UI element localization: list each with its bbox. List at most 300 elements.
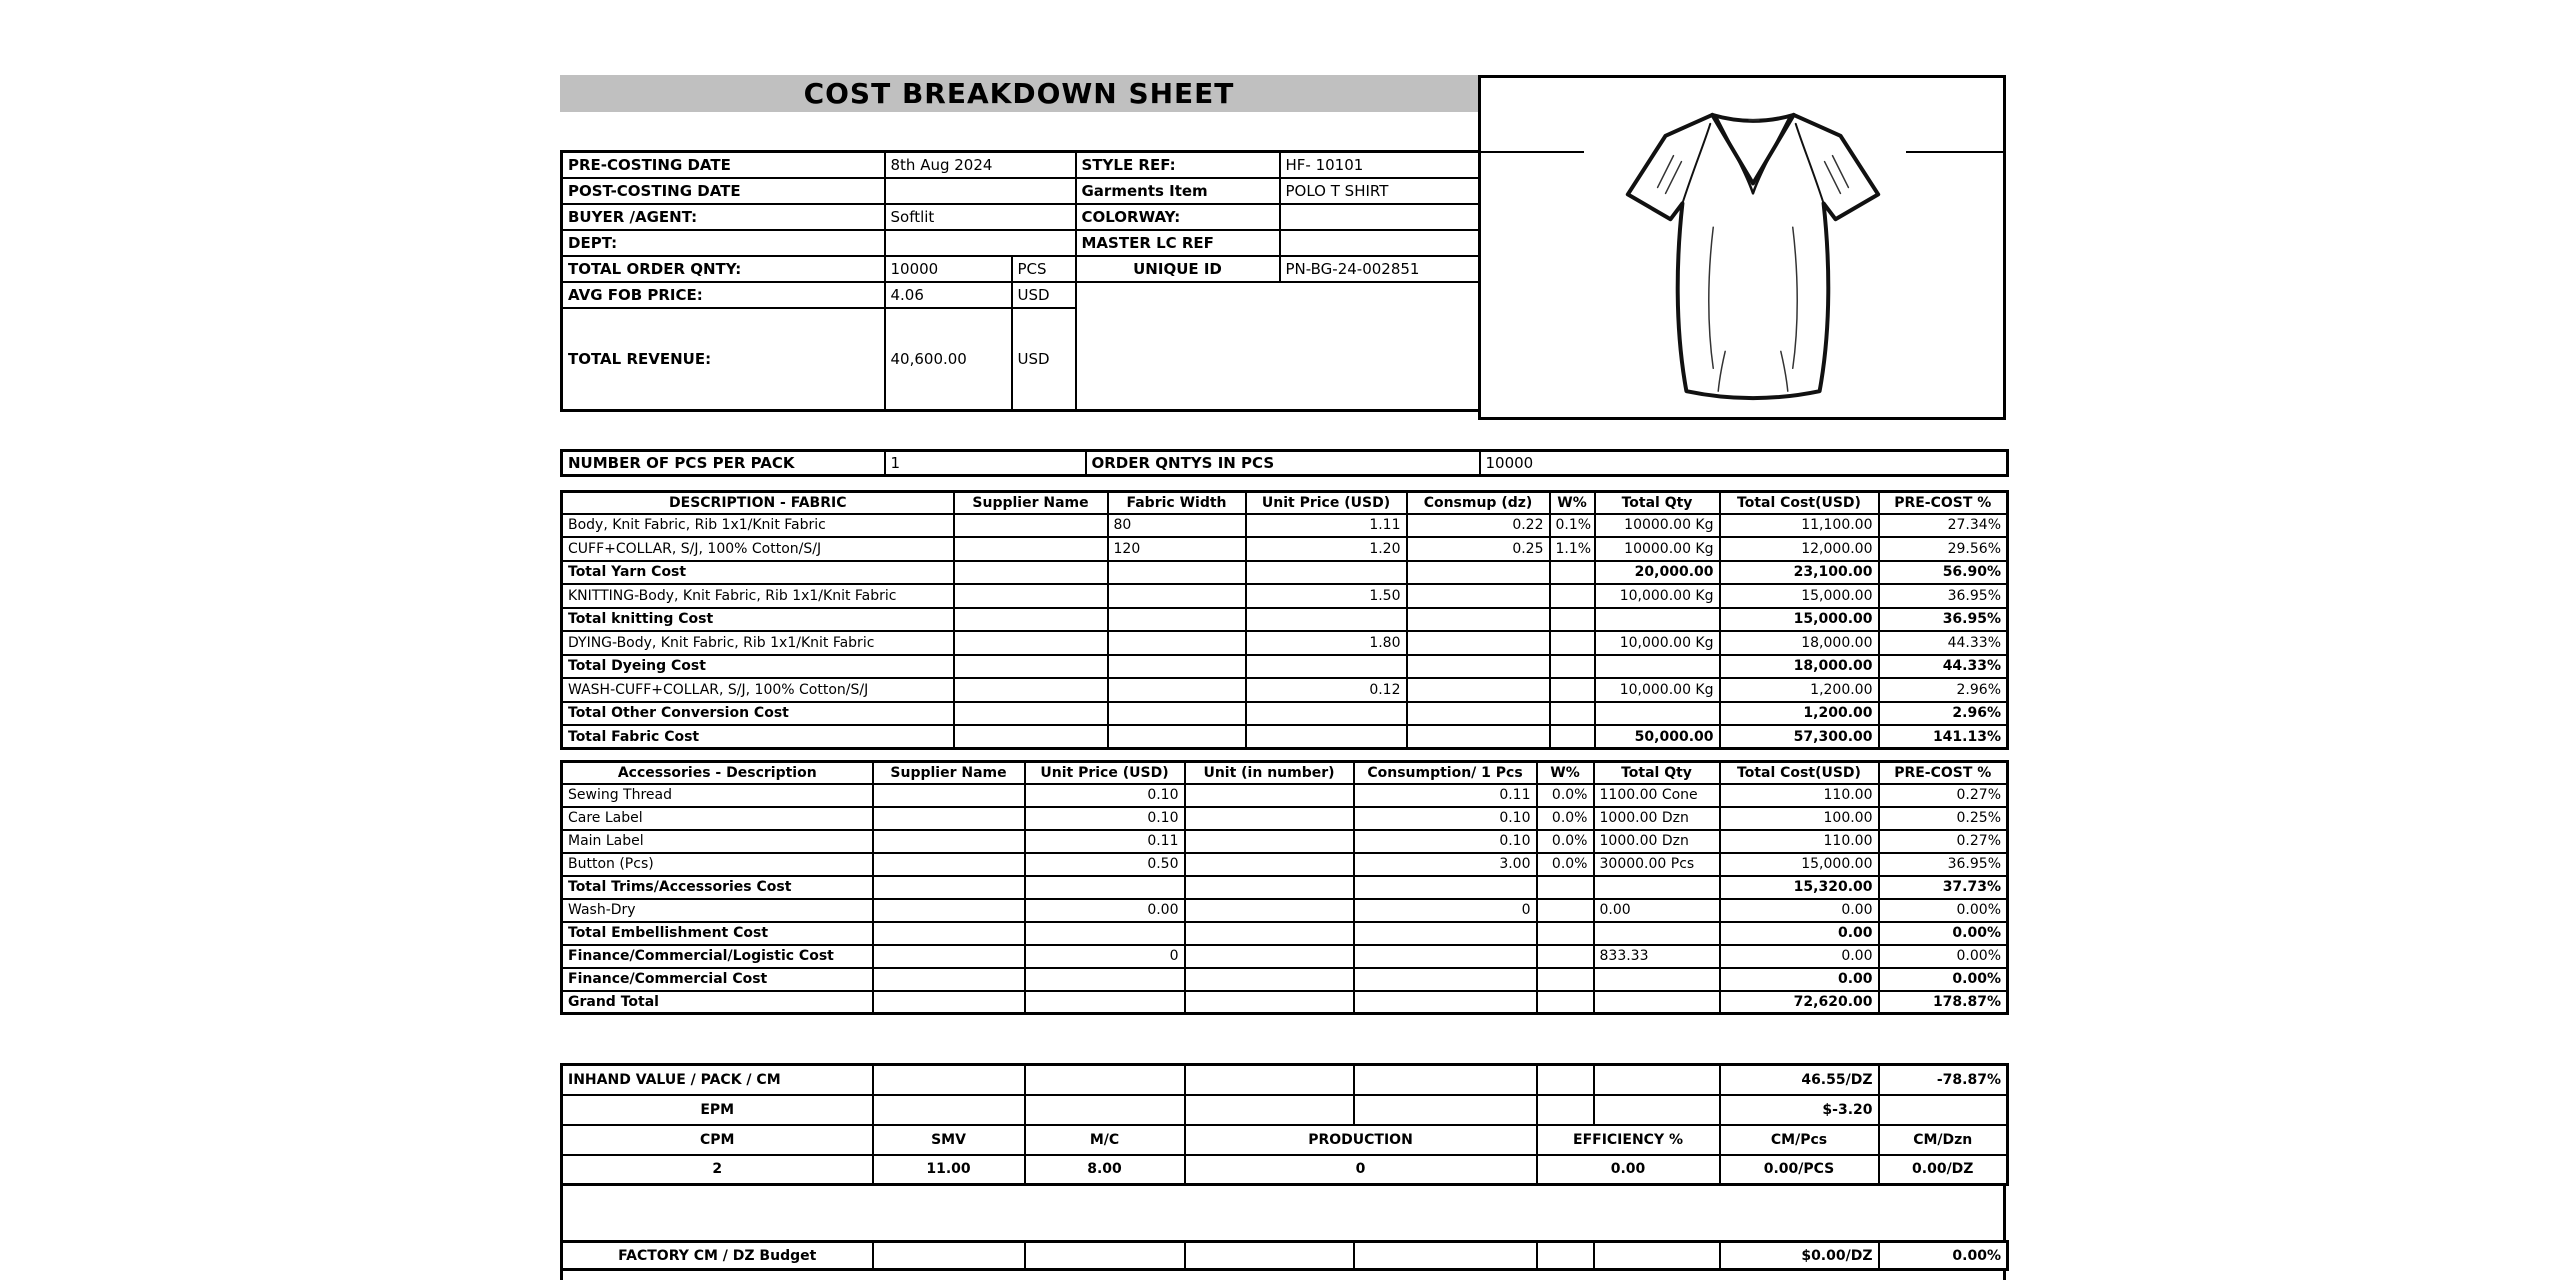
cell: 56.90%	[1879, 561, 2008, 585]
cell	[1550, 561, 1595, 585]
cell: 12,000.00	[1720, 537, 1879, 561]
cell: 0.0%	[1537, 784, 1594, 807]
cell: 50,000.00	[1595, 725, 1720, 749]
field-value: 8th Aug 2024	[885, 152, 1076, 178]
column-header: M/C	[1025, 1125, 1185, 1155]
field-value: 8.00	[1025, 1155, 1185, 1185]
table-row	[562, 899, 2008, 922]
table-row	[562, 451, 2008, 476]
cell	[954, 725, 1108, 749]
cell: 0.00	[1720, 922, 1879, 945]
field-value: 46.55/DZ	[1720, 1065, 1879, 1095]
cell	[1185, 991, 1354, 1014]
cell	[1594, 991, 1720, 1014]
column-header: PRODUCTION	[1185, 1125, 1537, 1155]
cell	[954, 514, 1108, 538]
cell	[873, 991, 1025, 1014]
cell: 10,000.00 Kg	[1595, 678, 1720, 702]
cell	[1537, 922, 1594, 945]
order-info-table	[560, 150, 1481, 412]
cell: 10000.00 Kg	[1595, 537, 1720, 561]
cell: Main Label	[562, 830, 873, 853]
field-label: Garments Item	[1076, 178, 1280, 204]
column-header: Consmup (dz)	[1407, 492, 1550, 514]
column-header: DESCRIPTION - FABRIC	[562, 492, 954, 514]
column-header: W%	[1550, 492, 1595, 514]
cell: 100.00	[1720, 807, 1879, 830]
cell: 0.00%	[1879, 945, 2008, 968]
cell: Wash-Dry	[562, 899, 873, 922]
field-value: 40,600.00	[885, 308, 1012, 411]
pack-row	[560, 449, 2009, 477]
cell	[1879, 1095, 2008, 1125]
column-header: PRE-COST %	[1879, 762, 2008, 784]
cell	[954, 702, 1108, 726]
field-label: DEPT:	[562, 230, 885, 256]
cell	[1595, 608, 1720, 632]
field-value: 11.00	[873, 1155, 1025, 1185]
accessories-cost-table	[560, 760, 2009, 1015]
metrics-header-row	[562, 1125, 2008, 1155]
cell: Finance/Commercial/Logistic Cost	[562, 945, 873, 968]
cell: 44.33%	[1879, 655, 2008, 679]
field-value: $0.00/DZ	[1720, 1242, 1879, 1270]
cell	[873, 807, 1025, 830]
field-label: COLORWAY:	[1076, 204, 1280, 230]
field-label: POST-COSTING DATE	[562, 178, 885, 204]
cell: 0.10	[1025, 807, 1185, 830]
cell: 1,200.00	[1720, 678, 1879, 702]
cell: 36.95%	[1879, 853, 2008, 876]
cell: 15,000.00	[1720, 584, 1879, 608]
cell	[1108, 561, 1246, 585]
field-value	[885, 230, 1076, 256]
cell	[1185, 830, 1354, 853]
cell	[1246, 702, 1407, 726]
table-row	[562, 968, 2008, 991]
cell: 0.10	[1354, 807, 1537, 830]
unit-label: USD	[1012, 282, 1076, 308]
field-value: -78.87%	[1879, 1065, 2008, 1095]
cell: 0.00%	[1879, 968, 2008, 991]
cell	[954, 561, 1108, 585]
field-value	[1280, 230, 1480, 256]
cell	[873, 1065, 1025, 1095]
cell: 833.33	[1594, 945, 1720, 968]
column-header: CM/Dzn	[1879, 1125, 2008, 1155]
cell: Total Yarn Cost	[562, 561, 954, 585]
cell	[1108, 725, 1246, 749]
table-row	[562, 807, 2008, 830]
cell: 3.00	[1354, 853, 1537, 876]
field-value: 0	[1185, 1155, 1537, 1185]
table-row	[562, 230, 1480, 256]
cell	[1025, 991, 1185, 1014]
cell: 110.00	[1720, 784, 1879, 807]
table-row	[562, 561, 2008, 585]
cell: 80	[1108, 514, 1246, 538]
field-value: 10000	[1480, 451, 2008, 476]
sheet-side-borders	[560, 1183, 2006, 1240]
cell	[1594, 1065, 1720, 1095]
cell: Body, Knit Fabric, Rib 1x1/Knit Fabric	[562, 514, 954, 538]
cell	[1354, 1095, 1537, 1125]
cell: 0.11	[1025, 830, 1185, 853]
cell: 0.00	[1720, 968, 1879, 991]
cell	[873, 945, 1025, 968]
cell	[1407, 561, 1550, 585]
cell	[1550, 655, 1595, 679]
cell: 120	[1108, 537, 1246, 561]
cell	[1185, 784, 1354, 807]
table-row	[562, 784, 2008, 807]
cell	[954, 655, 1108, 679]
cell	[1537, 1242, 1594, 1270]
cell	[1354, 876, 1537, 899]
epm-row	[562, 1095, 2008, 1125]
cell: 0.25%	[1879, 807, 2008, 830]
cell: 15,320.00	[1720, 876, 1879, 899]
cell: 15,000.00	[1720, 608, 1879, 632]
field-label: NUMBER OF PCS PER PACK	[562, 451, 885, 476]
cell: 15,000.00	[1720, 853, 1879, 876]
cell	[1354, 1065, 1537, 1095]
column-header: Supplier Name	[954, 492, 1108, 514]
table-row	[562, 282, 1480, 308]
cell: CUFF+COLLAR, S/J, 100% Cotton/S/J	[562, 537, 954, 561]
cell	[1407, 678, 1550, 702]
cell: Grand Total	[562, 991, 873, 1014]
cell: 1.50	[1246, 584, 1407, 608]
column-header: Total Cost(USD)	[1720, 492, 1879, 514]
cell	[1594, 922, 1720, 945]
cell: Total Fabric Cost	[562, 725, 954, 749]
cell	[1537, 968, 1594, 991]
cell: 1000.00 Dzn	[1594, 830, 1720, 853]
field-value	[885, 178, 1076, 204]
cell: 0.10	[1025, 784, 1185, 807]
cell	[873, 853, 1025, 876]
column-header: Total Cost(USD)	[1720, 762, 1879, 784]
cell	[1185, 853, 1354, 876]
unit-label: PCS	[1012, 256, 1076, 282]
cell: 0.00	[1025, 899, 1185, 922]
cell	[1550, 608, 1595, 632]
cell	[1185, 899, 1354, 922]
cell	[1407, 725, 1550, 749]
field-label: EPM	[562, 1095, 873, 1125]
cell: 1.1%	[1550, 537, 1595, 561]
table-row	[562, 514, 2008, 538]
cell: 0.00	[1720, 945, 1879, 968]
cell: 20,000.00	[1595, 561, 1720, 585]
cell: 30000.00 Pcs	[1594, 853, 1720, 876]
table-row	[562, 830, 2008, 853]
cell: 23,100.00	[1720, 561, 1879, 585]
cell	[1354, 991, 1537, 1014]
cell: 0	[1025, 945, 1185, 968]
cell: 1.80	[1246, 631, 1407, 655]
field-label: ORDER QNTYS IN PCS	[1086, 451, 1480, 476]
cell: 0.0%	[1537, 830, 1594, 853]
cell: 0.00%	[1879, 922, 2008, 945]
cell: 0.00%	[1879, 899, 2008, 922]
cell	[1594, 1242, 1720, 1270]
cell	[1537, 945, 1594, 968]
cell	[954, 537, 1108, 561]
table-row	[562, 702, 2008, 726]
column-header: Fabric Width	[1108, 492, 1246, 514]
table-row	[562, 922, 2008, 945]
cell	[1537, 1065, 1594, 1095]
column-header: CPM	[562, 1125, 873, 1155]
table-row	[562, 608, 2008, 632]
cell: 2.96%	[1879, 702, 2008, 726]
field-value: 4.06	[885, 282, 1012, 308]
field-value: 2	[562, 1155, 873, 1185]
cell: 0.1%	[1550, 514, 1595, 538]
cell	[873, 1095, 1025, 1125]
column-header: PRE-COST %	[1879, 492, 2008, 514]
cell	[1550, 584, 1595, 608]
cell	[1025, 968, 1185, 991]
sheet-title-bar	[560, 75, 1478, 112]
cell: 57,300.00	[1720, 725, 1879, 749]
cell	[1108, 702, 1246, 726]
field-value: Softlit	[885, 204, 1076, 230]
cell: 18,000.00	[1720, 655, 1879, 679]
column-header: Accessories - Description	[562, 762, 873, 784]
field-label: FACTORY CM / DZ Budget	[562, 1242, 873, 1270]
cell: Button (Pcs)	[562, 853, 873, 876]
cell	[1185, 922, 1354, 945]
tshirt-sketch-image	[1613, 98, 1893, 416]
cell: 36.95%	[1879, 608, 2008, 632]
table-row	[562, 631, 2008, 655]
field-value: POLO T SHIRT	[1280, 178, 1480, 204]
table-row	[562, 725, 2008, 749]
cell: 1.11	[1246, 514, 1407, 538]
cell	[1594, 876, 1720, 899]
cell: 141.13%	[1879, 725, 2008, 749]
cell: 36.95%	[1879, 584, 2008, 608]
column-header: Consumption/ 1 Pcs	[1354, 762, 1537, 784]
garment-image-panel	[1478, 75, 2006, 420]
field-value: 10000	[885, 256, 1012, 282]
cell: WASH-CUFF+COLLAR, S/J, 100% Cotton/S/J	[562, 678, 954, 702]
cell	[1185, 1065, 1354, 1095]
cell	[1025, 1065, 1185, 1095]
field-label: STYLE REF:	[1076, 152, 1280, 178]
cell	[1246, 561, 1407, 585]
cell	[1407, 584, 1550, 608]
cell	[1108, 631, 1246, 655]
field-value: 0.00/PCS	[1720, 1155, 1879, 1185]
table-row	[562, 1242, 2008, 1270]
cell: KNITTING-Body, Knit Fabric, Rib 1x1/Knit Fabric	[562, 584, 954, 608]
column-header: Unit Price (USD)	[1246, 492, 1407, 514]
table-row	[562, 178, 1480, 204]
empty-region	[1076, 282, 1480, 411]
cell	[1246, 725, 1407, 749]
page-title: COST BREAKDOWN SHEET	[803, 77, 1235, 110]
cell	[1550, 725, 1595, 749]
cell: 2.96%	[1879, 678, 2008, 702]
cell: 10,000.00 Kg	[1595, 631, 1720, 655]
cell	[954, 608, 1108, 632]
unit-label: USD	[1012, 308, 1076, 411]
cell: 0.0%	[1537, 807, 1594, 830]
cell: 27.34%	[1879, 514, 2008, 538]
cell	[1354, 1242, 1537, 1270]
cell: 1.20	[1246, 537, 1407, 561]
field-label: UNIQUE ID	[1076, 256, 1280, 282]
cell	[1108, 584, 1246, 608]
cell: 1,200.00	[1720, 702, 1879, 726]
field-value: $-3.20	[1720, 1095, 1879, 1125]
cell	[1407, 631, 1550, 655]
cell: 37.73%	[1879, 876, 2008, 899]
field-label: AVG FOB PRICE:	[562, 282, 885, 308]
cell	[1537, 899, 1594, 922]
cell: 0.0%	[1537, 853, 1594, 876]
cell: 178.87%	[1879, 991, 2008, 1014]
table-row	[562, 655, 2008, 679]
cell: 0.00	[1594, 899, 1720, 922]
cell	[1246, 608, 1407, 632]
inhand-value-row	[562, 1065, 2008, 1095]
cell: Total Embellishment Cost	[562, 922, 873, 945]
cell	[1185, 968, 1354, 991]
field-label: PRE-COSTING DATE	[562, 152, 885, 178]
table-header-row	[562, 762, 2008, 784]
cell	[1025, 876, 1185, 899]
column-header: W%	[1537, 762, 1594, 784]
cell	[873, 1242, 1025, 1270]
cell	[954, 678, 1108, 702]
field-value: 0.00%	[1879, 1242, 2008, 1270]
cell: 1100.00 Cone	[1594, 784, 1720, 807]
cell: 18,000.00	[1720, 631, 1879, 655]
cell	[873, 968, 1025, 991]
cell: DYING-Body, Knit Fabric, Rib 1x1/Knit Fabric	[562, 631, 954, 655]
cell: Total Dyeing Cost	[562, 655, 954, 679]
field-label: TOTAL REVENUE:	[562, 308, 885, 411]
column-header: EFFICIENCY %	[1537, 1125, 1720, 1155]
cell: Care Label	[562, 807, 873, 830]
cell	[1354, 945, 1537, 968]
field-value: PN-BG-24-002851	[1280, 256, 1480, 282]
cell: 110.00	[1720, 830, 1879, 853]
cell	[873, 922, 1025, 945]
cell: 0.22	[1407, 514, 1550, 538]
cell: 0.50	[1025, 853, 1185, 876]
cell: 72,620.00	[1720, 991, 1879, 1014]
row-border-segment-left	[1481, 151, 1584, 153]
table-row	[562, 256, 1480, 282]
cell: 0.27%	[1879, 784, 2008, 807]
cell	[1550, 678, 1595, 702]
table-row	[562, 991, 2008, 1014]
cell	[1185, 807, 1354, 830]
sheet-side-borders	[560, 1268, 2006, 1280]
cell	[1407, 702, 1550, 726]
table-row	[562, 876, 2008, 899]
cell: 0.11	[1354, 784, 1537, 807]
field-value: HF- 10101	[1280, 152, 1480, 178]
cell: 44.33%	[1879, 631, 2008, 655]
cell	[954, 631, 1108, 655]
cell	[1537, 876, 1594, 899]
field-value: 0.00	[1537, 1155, 1720, 1185]
cell: Sewing Thread	[562, 784, 873, 807]
cell	[1185, 945, 1354, 968]
field-label: BUYER /AGENT:	[562, 204, 885, 230]
table-row	[562, 945, 2008, 968]
cell: 29.56%	[1879, 537, 2008, 561]
cell	[1407, 655, 1550, 679]
column-header: SMV	[873, 1125, 1025, 1155]
metrics-values-row	[562, 1155, 2008, 1185]
cell	[873, 876, 1025, 899]
row-border-segment-right	[1906, 151, 2003, 153]
cell	[1594, 1095, 1720, 1125]
table-row	[562, 678, 2008, 702]
cell: 10,000.00 Kg	[1595, 584, 1720, 608]
cell: 0.27%	[1879, 830, 2008, 853]
cell	[1025, 1095, 1185, 1125]
cell: 10000.00 Kg	[1595, 514, 1720, 538]
table-header-row	[562, 492, 2008, 514]
field-value: 0.00/DZ	[1879, 1155, 2008, 1185]
column-header: Total Qty	[1595, 492, 1720, 514]
field-value	[1280, 204, 1480, 230]
cell	[1537, 991, 1594, 1014]
cell: 0.00	[1720, 899, 1879, 922]
cell: Total Other Conversion Cost	[562, 702, 954, 726]
cell	[1354, 922, 1537, 945]
cell	[1550, 631, 1595, 655]
cell	[1185, 876, 1354, 899]
cell	[1185, 1242, 1354, 1270]
cell: 0	[1354, 899, 1537, 922]
cell	[1594, 968, 1720, 991]
fabric-cost-table	[560, 490, 2009, 750]
table-row	[562, 152, 1480, 178]
cell	[1185, 1095, 1354, 1125]
cell	[1550, 702, 1595, 726]
table-row	[562, 584, 2008, 608]
cell	[1407, 608, 1550, 632]
cell: Finance/Commercial Cost	[562, 968, 873, 991]
column-header: Total Qty	[1594, 762, 1720, 784]
cell	[1108, 678, 1246, 702]
summary-table	[560, 1063, 2009, 1186]
cell	[873, 784, 1025, 807]
cell	[1537, 1095, 1594, 1125]
cell: 0.10	[1354, 830, 1537, 853]
cell	[873, 830, 1025, 853]
column-header: Unit Price (USD)	[1025, 762, 1185, 784]
table-row	[562, 853, 2008, 876]
cell	[1108, 608, 1246, 632]
field-label: MASTER LC REF	[1076, 230, 1280, 256]
field-label: TOTAL ORDER QNTY:	[562, 256, 885, 282]
cell	[873, 899, 1025, 922]
table-row	[562, 537, 2008, 561]
column-header: CM/Pcs	[1720, 1125, 1879, 1155]
cell: 0.25	[1407, 537, 1550, 561]
